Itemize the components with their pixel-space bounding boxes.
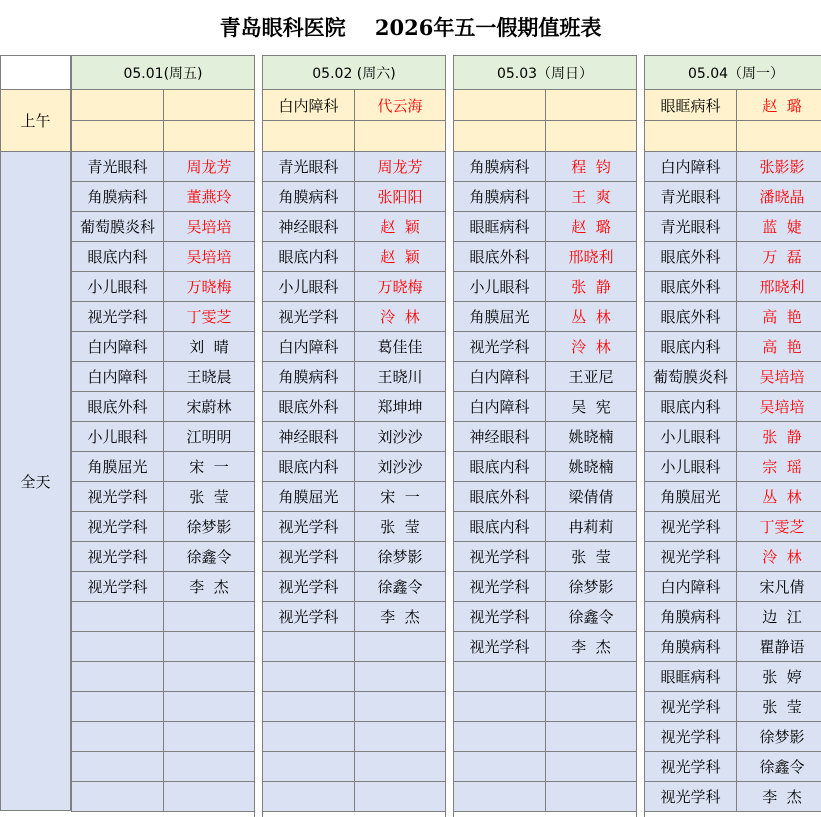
duty-name-cell: 邢晓利 [736, 271, 821, 302]
am-dept-cell [71, 120, 164, 152]
duty-dept-cell: 视光学科 [453, 331, 546, 362]
duty-dept-cell: 眼底内科 [644, 391, 737, 422]
duty-dept-cell [71, 661, 164, 692]
duty-name-cell [163, 751, 255, 782]
duty-name-cell [163, 631, 255, 662]
duty-dept-cell: 角膜病科 [262, 181, 355, 212]
duty-name-cell [354, 781, 446, 812]
day-header: 05.03（周日） [453, 55, 637, 90]
duty-name-cell: 张 莹 [545, 541, 637, 572]
duty-dept-cell [262, 661, 355, 692]
duty-dept-cell: 眼底外科 [71, 391, 164, 422]
duty-dept-cell [453, 781, 546, 812]
duty-dept-cell: 眼底内科 [262, 451, 355, 482]
duty-dept-cell: 白内障科 [453, 361, 546, 392]
duty-dept-cell: 角膜屈光 [644, 481, 737, 512]
duty-name-cell: 赵 璐 [545, 211, 637, 242]
duty-name-cell: 泠 林 [354, 301, 446, 332]
duty-dept-cell: 角膜病科 [644, 601, 737, 632]
am-name-cell [545, 120, 637, 152]
am-name-cell: 赵 璐 [736, 89, 821, 121]
duty-name-cell [545, 661, 637, 692]
duty-name-cell: 边 江 [736, 601, 821, 632]
am-name-cell [736, 120, 821, 152]
duty-dept-cell: 视光学科 [453, 631, 546, 662]
duty-dept-cell: 视光学科 [71, 481, 164, 512]
duty-name-cell: 徐鑫令 [354, 571, 446, 602]
duty-dept-cell: 白内障科 [262, 331, 355, 362]
duty-dept-cell: 视光学科 [453, 571, 546, 602]
duty-name-cell: 冉莉莉 [545, 511, 637, 542]
row-label-am: 上午 [0, 89, 71, 152]
duty-dept-cell: 角膜病科 [71, 181, 164, 212]
duty-name-cell: 王 爽 [545, 181, 637, 212]
am-name-cell [354, 120, 446, 152]
duty-dept-cell: 视光学科 [644, 721, 737, 752]
duty-dept-cell: 角膜病科 [453, 181, 546, 212]
duty-dept-cell: 白内障科 [644, 571, 737, 602]
duty-name-cell [545, 781, 637, 812]
duty-name-cell [354, 691, 446, 722]
am-name-cell [163, 120, 255, 152]
duty-name-cell: 丁雯芝 [163, 301, 255, 332]
duty-name-cell: 刘沙沙 [354, 451, 446, 482]
duty-name-cell: 周龙芳 [354, 151, 446, 182]
duty-name-cell: 丛 林 [545, 301, 637, 332]
duty-name-cell: 张 静 [545, 271, 637, 302]
duty-name-cell: 丁雯芝 [736, 511, 821, 542]
duty-name-cell: 吴培培 [163, 241, 255, 272]
duty-name-cell: 宋 一 [354, 481, 446, 512]
day-header: 05.04（周一） [644, 55, 821, 90]
duty-name-cell: 丛 林 [736, 481, 821, 512]
duty-name-cell [163, 601, 255, 632]
duty-dept-cell: 神经眼科 [262, 421, 355, 452]
duty-name-cell: 董燕玲 [163, 181, 255, 212]
duty-name-cell: 徐梦影 [736, 721, 821, 752]
duty-dept-cell: 小儿眼科 [453, 271, 546, 302]
duty-name-cell: 泠 林 [545, 331, 637, 362]
duty-dept-cell: 眼底内科 [262, 241, 355, 272]
duty-dept-cell [71, 721, 164, 752]
duty-dept-cell: 视光学科 [453, 541, 546, 572]
duty-name-cell [354, 751, 446, 782]
duty-name-cell: 姚晓楠 [545, 421, 637, 452]
duty-dept-cell: 小儿眼科 [262, 271, 355, 302]
duty-name-cell [545, 691, 637, 722]
duty-name-cell: 高 艳 [736, 301, 821, 332]
duty-dept-cell [71, 631, 164, 662]
duty-name-cell: 瞿静语 [736, 631, 821, 662]
duty-name-cell [354, 631, 446, 662]
duty-dept-cell: 小儿眼科 [71, 271, 164, 302]
am-name-cell [545, 89, 637, 121]
duty-name-cell: 张 婷 [736, 661, 821, 692]
duty-dept-cell: 眼底外科 [262, 391, 355, 422]
duty-name-cell: 李 杰 [163, 571, 255, 602]
duty-name-cell: 郑坤坤 [354, 391, 446, 422]
duty-dept-cell: 眼底外科 [453, 481, 546, 512]
duty-name-cell: 周龙芳 [163, 151, 255, 182]
am-dept-cell [262, 120, 355, 152]
am-dept-cell [644, 120, 737, 152]
duty-dept-cell: 角膜屈光 [453, 301, 546, 332]
duty-name-cell [163, 721, 255, 752]
duty-name-cell: 宋 一 [163, 451, 255, 482]
duty-dept-cell: 眼底外科 [644, 301, 737, 332]
duty-dept-cell: 视光学科 [262, 301, 355, 332]
day-header: 05.01(周五) [71, 55, 255, 90]
duty-dept-cell: 视光学科 [262, 511, 355, 542]
duty-name-cell [354, 661, 446, 692]
duty-name-cell: 赵 颖 [354, 241, 446, 272]
duty-name-cell: 张 莹 [163, 481, 255, 512]
duty-name-cell: 张影影 [736, 151, 821, 182]
duty-name-cell: 吴培培 [163, 211, 255, 242]
duty-name-cell: 葛佳佳 [354, 331, 446, 362]
duty-name-cell: 宗 瑶 [736, 451, 821, 482]
duty-dept-cell: 角膜屈光 [262, 481, 355, 512]
duty-name-cell: 李 杰 [736, 781, 821, 812]
duty-dept-cell: 视光学科 [644, 781, 737, 812]
duty-name-cell: 万 磊 [736, 241, 821, 272]
duty-dept-cell [71, 781, 164, 812]
duty-dept-cell: 眼底外科 [644, 241, 737, 272]
duty-name-cell: 姚晓楠 [545, 451, 637, 482]
duty-dept-cell: 眼底内科 [453, 451, 546, 482]
duty-dept-cell [453, 691, 546, 722]
duty-name-cell: 徐鑫令 [736, 751, 821, 782]
duty-name-cell: 徐梦影 [354, 541, 446, 572]
am-dept-cell [71, 89, 164, 121]
duty-name-cell: 宋蔚林 [163, 391, 255, 422]
duty-dept-cell [71, 601, 164, 632]
duty-dept-cell: 眼底内科 [71, 241, 164, 272]
row-label-full: 全天 [0, 151, 71, 811]
duty-dept-cell [262, 781, 355, 812]
duty-dept-cell [71, 751, 164, 782]
duty-name-cell: 吴培培 [736, 361, 821, 392]
duty-dept-cell [262, 751, 355, 782]
am-dept-cell: 眼眶病科 [644, 89, 737, 121]
am-name-cell [163, 89, 255, 121]
duty-name-cell: 万晓梅 [163, 271, 255, 302]
duty-name-cell: 张 莹 [736, 691, 821, 722]
duty-name-cell: 徐鑫令 [545, 601, 637, 632]
duty-dept-cell: 白内障科 [644, 151, 737, 182]
duty-dept-cell: 青光眼科 [644, 211, 737, 242]
duty-name-cell: 宋凡倩 [736, 571, 821, 602]
duty-name-cell [163, 781, 255, 812]
duty-name-cell: 潘晓晶 [736, 181, 821, 212]
duty-name-cell: 刘 晴 [163, 331, 255, 362]
duty-dept-cell: 白内障科 [453, 391, 546, 422]
duty-dept-cell: 视光学科 [71, 571, 164, 602]
duty-dept-cell [262, 691, 355, 722]
duty-name-cell [354, 721, 446, 752]
duty-name-cell: 张 莹 [354, 511, 446, 542]
duty-dept-cell: 视光学科 [644, 751, 737, 782]
am-name-cell: 代云海 [354, 89, 446, 121]
duty-dept-cell: 眼底外科 [644, 271, 737, 302]
duty-dept-cell: 小儿眼科 [644, 451, 737, 482]
duty-name-cell: 徐鑫令 [163, 541, 255, 572]
duty-dept-cell: 视光学科 [262, 571, 355, 602]
corner-cell [0, 55, 71, 90]
duty-name-cell: 江明明 [163, 421, 255, 452]
duty-dept-cell [262, 631, 355, 662]
duty-name-cell: 李 杰 [545, 631, 637, 662]
duty-dept-cell: 小儿眼科 [71, 421, 164, 452]
duty-name-cell: 吴 宪 [545, 391, 637, 422]
duty-name-cell: 梁倩倩 [545, 481, 637, 512]
am-dept-cell [453, 89, 546, 121]
duty-dept-cell: 青光眼科 [71, 151, 164, 182]
duty-name-cell: 王亚尼 [545, 361, 637, 392]
duty-dept-cell: 视光学科 [644, 511, 737, 542]
duty-dept-cell [453, 751, 546, 782]
day-header: 05.02 (周六) [262, 55, 446, 90]
duty-dept-cell: 角膜屈光 [71, 451, 164, 482]
duty-dept-cell [262, 721, 355, 752]
duty-dept-cell: 葡萄膜炎科 [644, 361, 737, 392]
duty-name-cell: 蓝 婕 [736, 211, 821, 242]
duty-dept-cell: 青光眼科 [644, 181, 737, 212]
duty-dept-cell: 白内障科 [71, 361, 164, 392]
duty-name-cell: 邢晓利 [545, 241, 637, 272]
duty-dept-cell: 眼底内科 [453, 511, 546, 542]
duty-name-cell [163, 691, 255, 722]
am-dept-cell [453, 120, 546, 152]
duty-name-cell: 王晓晨 [163, 361, 255, 392]
duty-dept-cell [71, 691, 164, 722]
duty-name-cell: 王晓川 [354, 361, 446, 392]
duty-name-cell: 徐梦影 [545, 571, 637, 602]
duty-dept-cell: 眼底外科 [453, 241, 546, 272]
duty-dept-cell: 眼底内科 [644, 331, 737, 362]
am-dept-cell: 白内障科 [262, 89, 355, 121]
duty-dept-cell: 视光学科 [644, 541, 737, 572]
duty-dept-cell: 眼眶病科 [644, 661, 737, 692]
duty-name-cell: 程 钧 [545, 151, 637, 182]
duty-dept-cell: 角膜病科 [644, 631, 737, 662]
duty-name-cell: 万晓梅 [354, 271, 446, 302]
duty-dept-cell: 葡萄膜炎科 [71, 211, 164, 242]
duty-dept-cell: 视光学科 [453, 601, 546, 632]
duty-dept-cell: 神经眼科 [262, 211, 355, 242]
duty-name-cell: 刘沙沙 [354, 421, 446, 452]
duty-name-cell: 高 艳 [736, 331, 821, 362]
duty-dept-cell [453, 721, 546, 752]
duty-dept-cell: 青光眼科 [262, 151, 355, 182]
duty-dept-cell: 角膜病科 [453, 151, 546, 182]
duty-name-cell: 泠 林 [736, 541, 821, 572]
duty-dept-cell: 视光学科 [262, 541, 355, 572]
page-title: 青岛眼科医院 2026年五一假期值班表 [219, 14, 602, 40]
duty-dept-cell: 视光学科 [644, 691, 737, 722]
duty-dept-cell: 视光学科 [71, 301, 164, 332]
duty-name-cell: 吴培培 [736, 391, 821, 422]
duty-dept-cell [453, 661, 546, 692]
duty-name-cell: 徐梦影 [163, 511, 255, 542]
duty-name-cell: 赵 颖 [354, 211, 446, 242]
duty-dept-cell: 眼眶病科 [453, 211, 546, 242]
duty-name-cell: 张 静 [736, 421, 821, 452]
duty-dept-cell: 白内障科 [71, 331, 164, 362]
duty-dept-cell: 神经眼科 [453, 421, 546, 452]
duty-dept-cell: 角膜病科 [262, 361, 355, 392]
duty-dept-cell: 视光学科 [262, 601, 355, 632]
duty-name-cell [163, 661, 255, 692]
duty-name-cell: 李 杰 [354, 601, 446, 632]
duty-dept-cell: 视光学科 [71, 511, 164, 542]
duty-dept-cell: 视光学科 [71, 541, 164, 572]
duty-name-cell: 张阳阳 [354, 181, 446, 212]
duty-name-cell [545, 751, 637, 782]
duty-dept-cell: 小儿眼科 [644, 421, 737, 452]
duty-name-cell [545, 721, 637, 752]
